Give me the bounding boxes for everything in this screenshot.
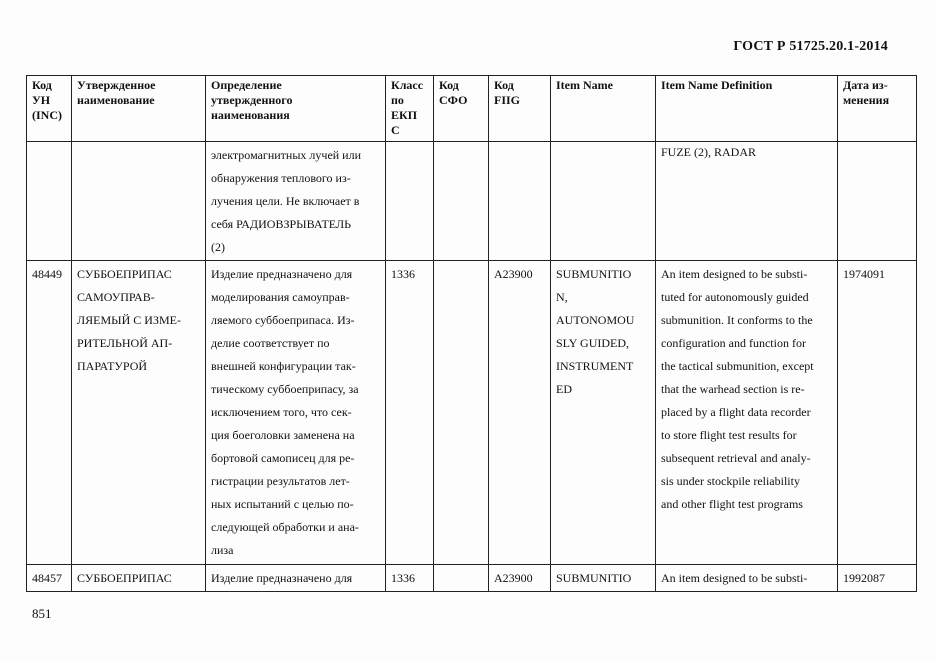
cell-fiig bbox=[489, 142, 551, 261]
col-header-sfo: Код СФО bbox=[434, 76, 489, 142]
cell-approved-name: СУББОЕПРИПАС bbox=[72, 565, 206, 592]
col-header-fiig: Код FIIG bbox=[489, 76, 551, 142]
cell-inc: 48449 bbox=[27, 261, 72, 565]
col-header-item-name: Item Name bbox=[551, 76, 656, 142]
cell-class bbox=[386, 142, 434, 261]
cell-change-date bbox=[838, 142, 917, 261]
cell-class: 1336 bbox=[386, 565, 434, 592]
cell-inc: 48457 bbox=[27, 565, 72, 592]
cell-item-name bbox=[551, 142, 656, 261]
cell-item-name: SUBMUNITIO N, AUTONOMOU SLY GUIDED, INSTRUMENT ED bbox=[551, 261, 656, 565]
cell-change-date: 1992087 bbox=[838, 565, 917, 592]
cell-inc bbox=[27, 142, 72, 261]
page-number: 851 bbox=[32, 606, 52, 621]
cell-item-name: SUBMUNITIO bbox=[551, 565, 656, 592]
col-header-change-date: Дата из- менения bbox=[838, 76, 917, 142]
table-row bbox=[27, 261, 917, 565]
col-header-class: Класс по ЕКП С bbox=[386, 76, 434, 142]
cell-sfo bbox=[434, 142, 489, 261]
cell-sfo bbox=[434, 565, 489, 592]
col-header-item-name-definition: Item Name Definition bbox=[656, 76, 838, 142]
col-header-approved-name: Утвержденное наименование bbox=[72, 76, 206, 142]
table-row bbox=[27, 142, 917, 261]
cell-item-name-definition: An item designed to be substi- tuted for autonomously guided submunition. It conforms to the configuration and function for the tactical submunition, except that the warhead section is re- placed by a flight data recorder to store flight test results for subsequent retrieval and analy- sis under stockpile reliability and other flight test programs bbox=[656, 261, 838, 565]
cell-definition: Изделие предназначено для bbox=[206, 565, 386, 592]
col-header-inc: Код УН (INC) bbox=[27, 76, 72, 142]
cell-sfo bbox=[434, 261, 489, 565]
specification-table bbox=[26, 75, 917, 592]
cell-item-name-definition: An item designed to be substi- bbox=[656, 565, 838, 592]
document-code: ГОСТ Р 51725.20.1-2014 bbox=[733, 39, 888, 54]
cell-item-name-definition: FUZE (2), RADAR bbox=[656, 142, 838, 261]
cell-fiig: A23900 bbox=[489, 565, 551, 592]
col-header-definition: Определение утвержденного наименования bbox=[206, 76, 386, 142]
table-row bbox=[27, 565, 917, 592]
cell-change-date: 1974091 bbox=[838, 261, 917, 565]
cell-approved-name: СУББОЕПРИПАС САМОУПРАВ- ЛЯЕМЫЙ С ИЗМЕ- РИТЕЛЬНОЙ АП- ПАРАТУРОЙ bbox=[72, 261, 206, 565]
table-header-row bbox=[27, 76, 917, 142]
cell-fiig: A23900 bbox=[489, 261, 551, 565]
cell-class: 1336 bbox=[386, 261, 434, 565]
cell-approved-name bbox=[72, 142, 206, 261]
cell-definition: Изделие предназначено для моделирования самоуправ- ляемого суббоеприпаса. Из- делие соответствует по внешней конфигурации так- тическому суббоеприпасу, за исключением того, что сек- ция боеголовки заменена на бортовой самописец для ре- гистрации результатов лет- ных испытаний с целью по- следующей обработки и ана- лиза bbox=[206, 261, 386, 565]
cell-definition: электромагнитных лучей или обнаружения теплового из- лучения цели. Не включает в себя РАДИОВЗРЫВАТЕЛЬ (2) bbox=[206, 142, 386, 261]
